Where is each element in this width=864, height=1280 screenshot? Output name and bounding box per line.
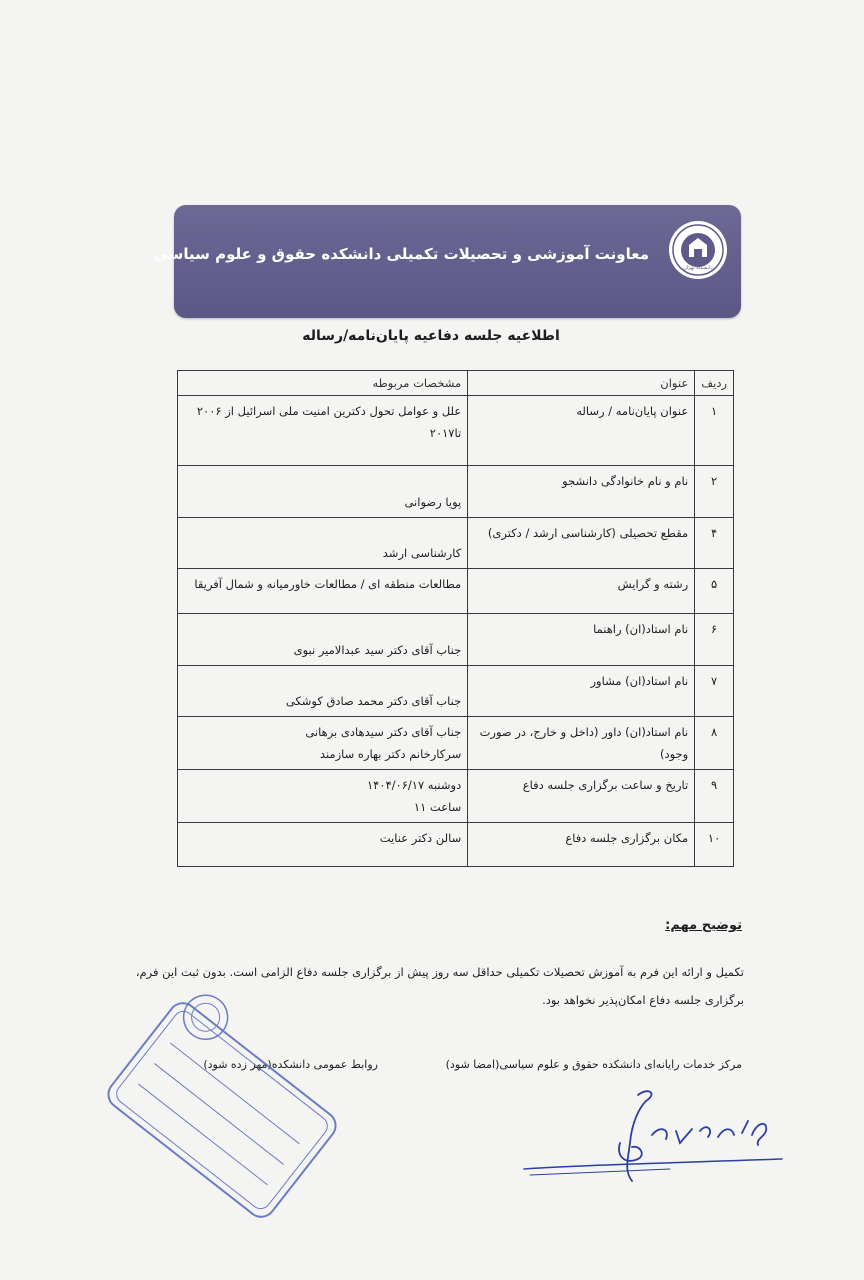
public-relations-stamp-label: روابط عمومی دانشکده(مهر زده شود) [203, 1058, 378, 1071]
document-title: اطلاعیه جلسه دفاعیه پایان‌نامه/رساله [302, 328, 560, 344]
row-title: نام استاد(ان) مشاور [468, 666, 695, 717]
row-value [178, 717, 468, 770]
row-value: مطالعات منطقه ای / مطالعات خاورمیانه و شمال آفریقا [178, 569, 468, 614]
row-value: جناب آقای دکتر سید عبدالامیر نبوی [178, 614, 468, 666]
logo-text: دانشگاه تهران [683, 265, 713, 271]
row-value [178, 396, 468, 466]
table-row [178, 823, 734, 867]
row-title: نام و نام خانوادگی دانشجو [468, 466, 695, 518]
row-num: ۲ [695, 466, 734, 518]
value-line: دوشنبه ۱۴۰۴/۰۶/۱۷ [366, 778, 462, 792]
table-row [178, 466, 734, 518]
row-title: رشته و گرایش [468, 569, 695, 614]
notes-heading: توضیح مهم: [665, 918, 742, 933]
value-line: جناب آقای دکتر سیدهادی برهانی [305, 725, 462, 739]
header-title: معاونت آموزشی و تحصیلات تکمیلی دانشکده حقوق و علوم سیاسی [153, 245, 649, 263]
row-title: مکان برگزاری جلسه دفاع [468, 823, 695, 867]
header-title-col: عنوان [468, 371, 695, 396]
header-num: ردیف [695, 371, 734, 396]
row-value: پویا رضوانی [178, 466, 468, 518]
row-title: مقطع تحصیلی (کارشناسی ارشد / دکتری) [468, 518, 695, 569]
row-title: نام استاد(ان) راهنما [468, 614, 695, 666]
header-banner [153, 205, 741, 318]
row-num: ۸ [695, 717, 734, 770]
row-title: تاریخ و ساعت برگزاری جلسه دفاع [468, 770, 695, 823]
computer-center-signature-label: مرکز خدمات رایانه‌ای دانشکده حقوق و علوم سیاسی(امضا شود) [445, 1058, 742, 1071]
row-num: ۱ [695, 396, 734, 466]
value-line: علل و عوامل تحول دکترین امنیت ملی اسرائیل از ۲۰۰۶ [196, 404, 462, 418]
value-line: ساعت ۱۱ [413, 800, 462, 814]
table-row [178, 614, 734, 666]
header-value: مشخصات مربوطه [178, 371, 468, 396]
university-logo-icon [667, 219, 729, 281]
row-num: ۶ [695, 614, 734, 666]
table-row [178, 717, 734, 770]
row-value: کارشناسی ارشد [178, 518, 468, 569]
defense-info-table [177, 370, 734, 867]
row-num: ۷ [695, 666, 734, 717]
table-header-row [178, 371, 734, 396]
row-num: ۴ [695, 518, 734, 569]
table-row [178, 569, 734, 614]
row-num: ۹ [695, 770, 734, 823]
value-line: سرکارخانم دکتر بهاره سازمند [319, 747, 462, 761]
row-value: جناب آقای دکتر محمد صادق کوشکی [178, 666, 468, 717]
row-value [178, 770, 468, 823]
table-row [178, 518, 734, 569]
row-num: ۵ [695, 569, 734, 614]
row-num: ۱۰ [695, 823, 734, 867]
row-title: عنوان پایان‌نامه / رساله [468, 396, 695, 466]
row-title: نام استاد(ان) داور (داخل و خارج، در صورت وجود) [468, 717, 695, 770]
value-line: تا۲۰۱۷ [429, 426, 462, 440]
table-row [178, 666, 734, 717]
row-value: سالن دکتر عنایت [178, 823, 468, 867]
notes-body: تکمیل و ارائه این فرم به آموزش تحصیلات تکمیلی حداقل سه روز پیش از برگزاری جلسه دفاع الزامی است. بدون ثبت این فرم، برگزاری جلسه دفاع امکان‌پذیر نخواهد بود. [135, 965, 744, 1007]
table-row [178, 396, 734, 466]
table-row [178, 770, 734, 823]
faculty-stamp [92, 985, 352, 1235]
handwritten-signature [520, 1085, 790, 1185]
